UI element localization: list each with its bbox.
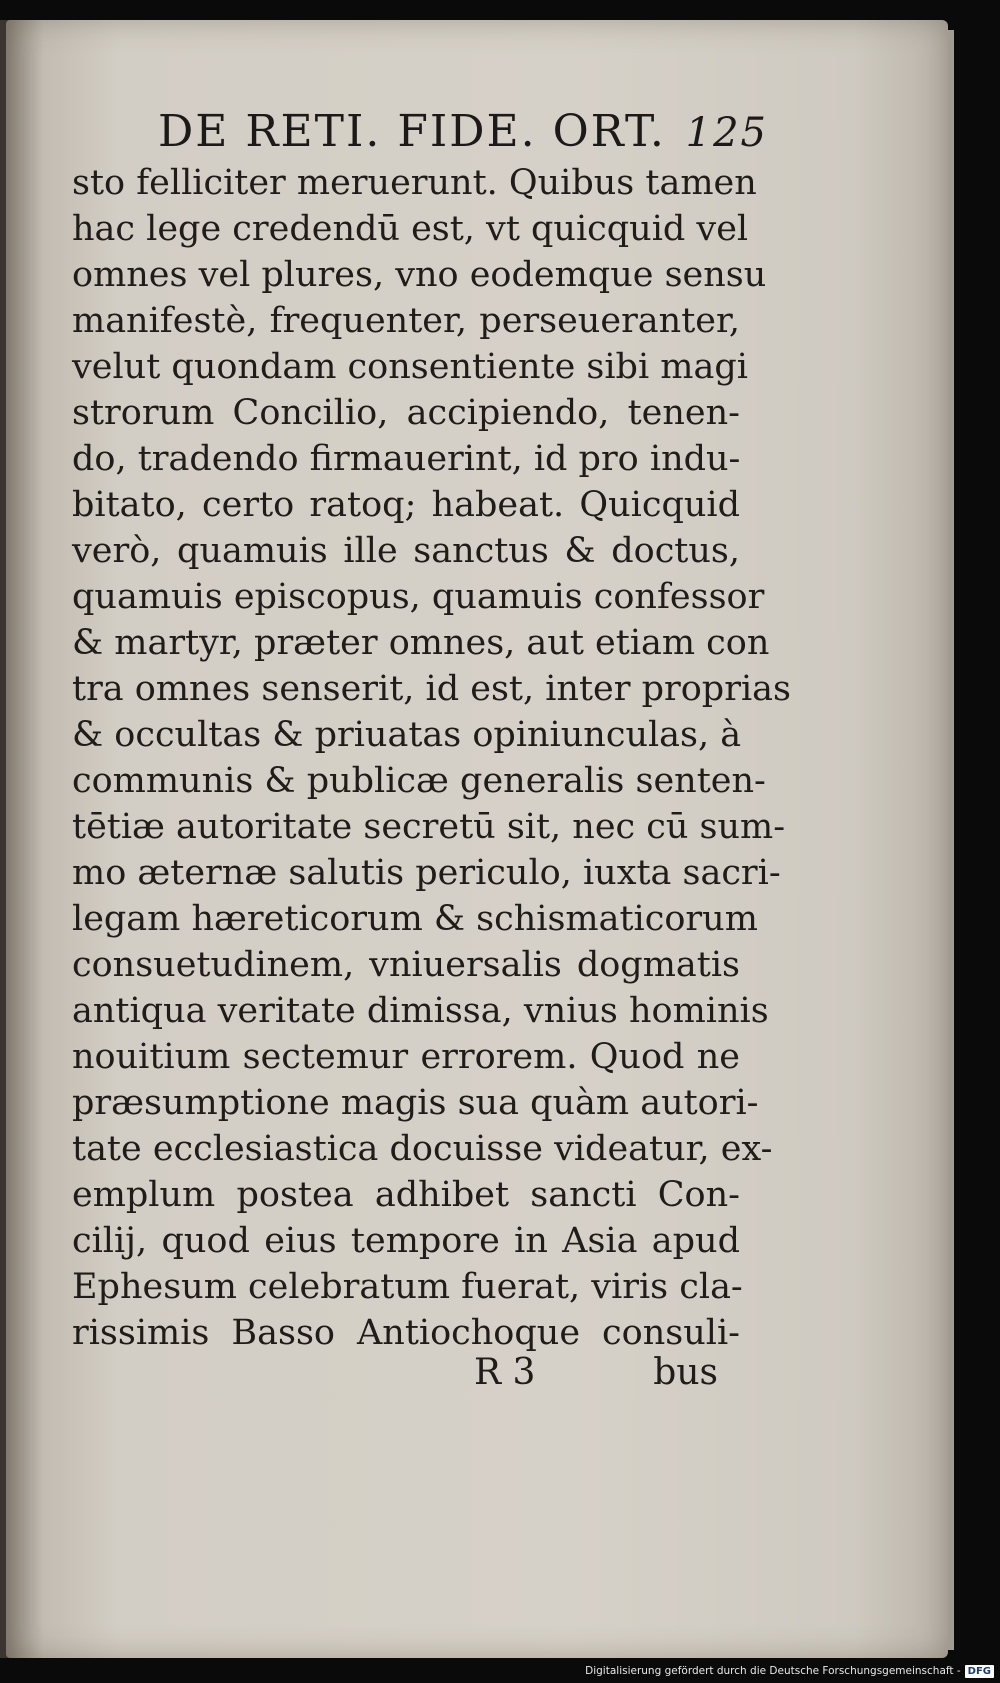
text-line: nouitium sectemur errorem. Quod ne [72,1037,740,1077]
catchword: bus [653,1352,718,1393]
running-title: DE RETI. FIDE. ORT. [158,106,666,157]
text-line: communis & publicæ generalis senten- [72,761,766,801]
signature-mark: R 3 [474,1352,536,1393]
digitization-credit [585,1661,994,1681]
page-number: 125 [685,110,768,156]
text-line: strorum Concilio, accipiendo, tenen- [72,393,740,433]
text-line: manifestè, frequenter, perseueranter, [72,301,740,341]
dfg-logo-icon: DFG [965,1665,994,1678]
text-line: omnes vel plures, vno eodemque sensu [72,255,767,295]
text-line: tra omnes senserit, id est, inter proprias [72,669,791,709]
text-line: verò, quamuis ille sanctus & doctus, [72,531,740,571]
page-footer [474,1352,718,1393]
text-line: sto felliciter meruerunt. Quibus tamen [72,163,757,203]
text-line: emplum postea adhibet sancti Con- [72,1175,740,1215]
text-line: rissimis Basso Antiochoque consuli- [72,1313,740,1353]
body-text [72,160,791,1356]
text-line: cilij, quod eius tempore in Asia apud [72,1221,740,1261]
text-line: bitato, certo ratoq; habeat. Quicquid [72,485,740,525]
text-line: quamuis episcopus, quamuis confessor [72,577,765,617]
text-line: antiqua veritate dimissa, vnius hominis [72,991,769,1031]
text-line: legam hæreticorum & schismaticorum [72,899,758,939]
text-line: tētiæ autoritate secretū sit, nec cū sum- [72,807,786,847]
credit-text: Digitalisierung gefördert durch die Deutsche Forschungsgemeinschaft - [585,1665,961,1677]
text-line: & occultas & priuatas opiniunculas, à [72,715,742,755]
text-line: mo æternæ salutis periculo, iuxta sacri- [72,853,781,893]
page-edge [948,30,954,1650]
page-header [158,106,768,157]
text-line: tate ecclesiastica docuisse videatur, ex- [72,1129,773,1169]
text-line: hac lege credendū est, vt quicquid vel [72,209,749,249]
text-line: Ephesum celebratum fuerat, viris cla- [72,1267,743,1307]
text-line: velut quondam consentiente sibi magi [72,347,748,387]
text-line: do, tradendo firmauerint, id pro indu- [72,439,741,479]
text-line: consuetudinem, vniuersalis dogmatis [72,945,740,985]
text-line: & martyr, præter omnes, aut etiam con [72,623,770,663]
text-line: præsumptione magis sua quàm autori- [72,1083,759,1123]
